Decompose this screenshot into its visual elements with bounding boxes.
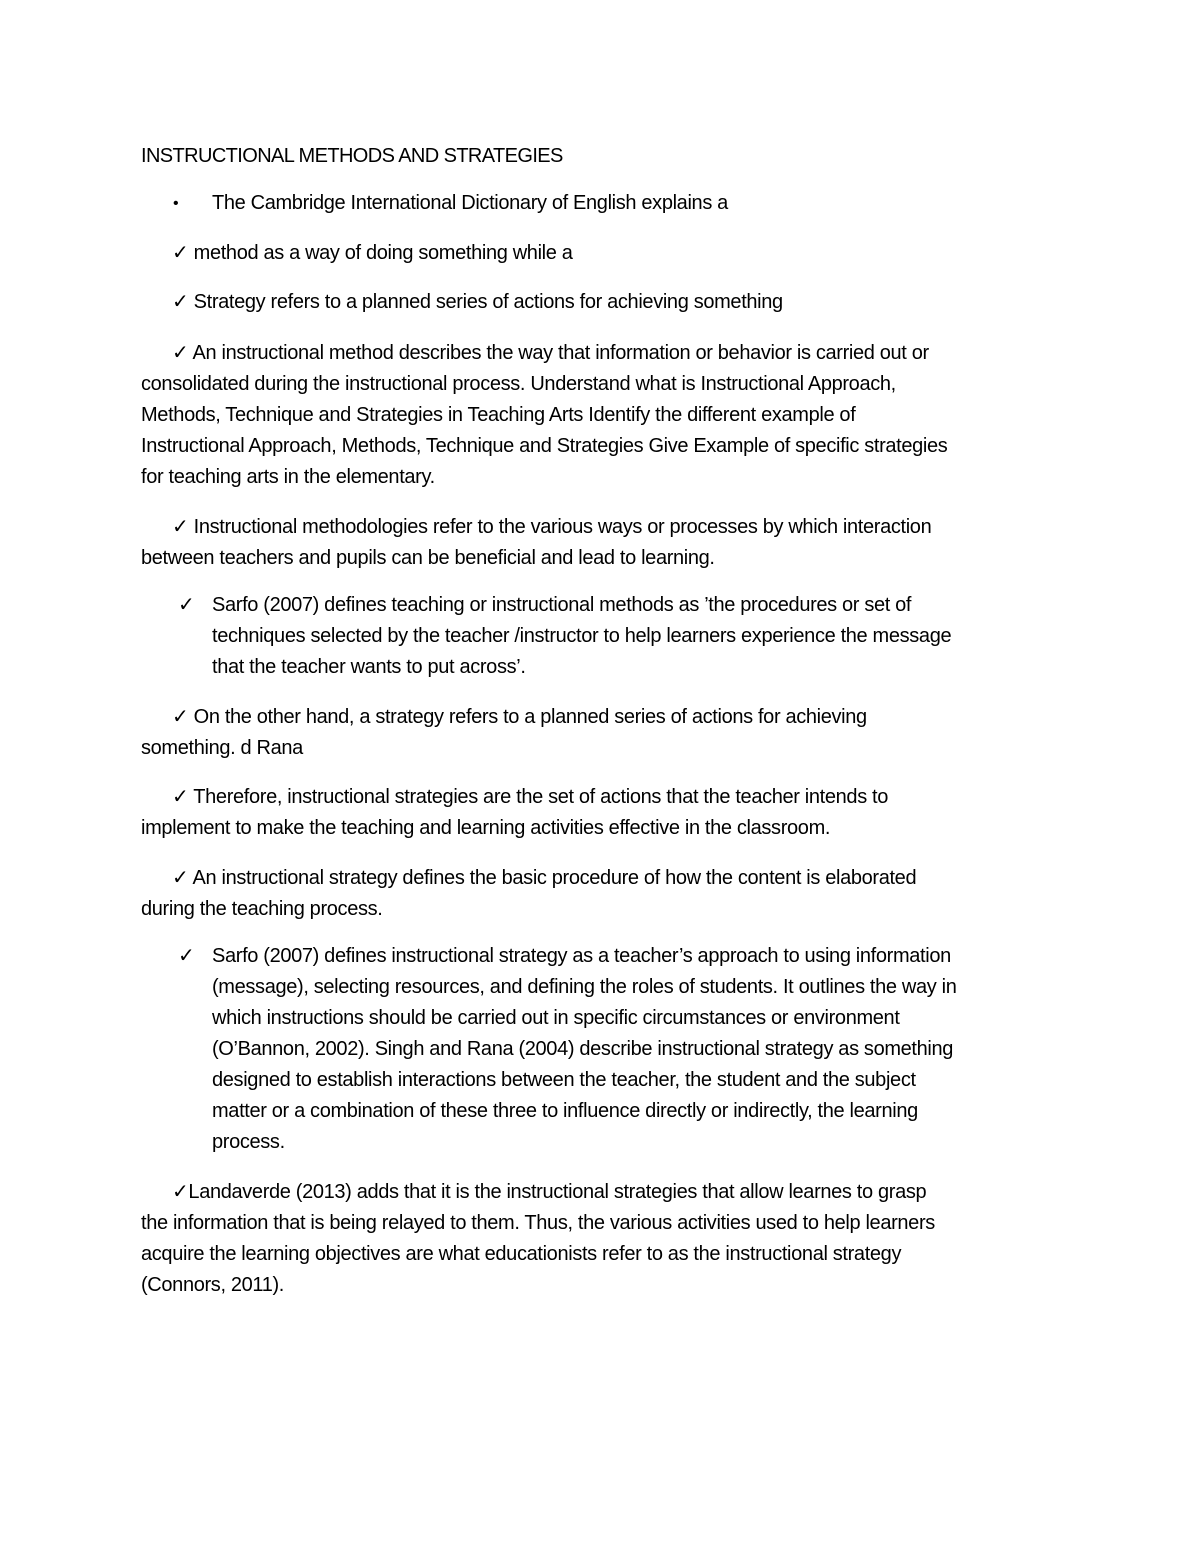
paragraph-text: An instructional strategy defines the basic procedure of how the content is elaborated — [192, 867, 917, 889]
paragraph-line — [172, 702, 867, 733]
paragraph-line: the information that is being relayed to them. Thus, the various activities used to help learners — [141, 1212, 935, 1234]
check-item-method — [172, 238, 573, 269]
check-icon: ✓ — [172, 786, 189, 808]
paragraph-line — [172, 782, 888, 813]
paragraph-line — [172, 1177, 926, 1208]
list-item-line: techniques selected by the teacher /instructor to help learners experience the message — [212, 625, 952, 647]
paragraph-line — [172, 338, 929, 369]
paragraph-text: Therefore, instructional strategies are the set of actions that the teacher intends to — [193, 786, 889, 808]
paragraph-text: An instructional method describes the way that information or behavior is carried out or — [192, 342, 929, 364]
page-title: INSTRUCTIONAL METHODS AND STRATEGIES — [141, 145, 563, 167]
list-item-line: Sarfo (2007) defines instructional strategy as a teacher’s approach to using information — [212, 945, 951, 967]
paragraph-line: consolidated during the instructional process. Understand what is Instructional Approach, — [141, 373, 896, 395]
paragraph-line: implement to make the teaching and learning activities effective in the classroom. — [141, 817, 831, 839]
paragraph-line — [172, 863, 916, 894]
check-icon: ✓ — [172, 867, 189, 889]
list-item-line: that the teacher wants to put across’. — [212, 656, 526, 678]
list-item-line: process. — [212, 1131, 285, 1153]
paragraph-line: acquire the learning objectives are what educationists refer to as the instructional strategy — [141, 1243, 902, 1265]
list-item-line: (message), selecting resources, and defining the roles of students. It outlines the way in — [212, 976, 957, 998]
check-icon: ✓ — [172, 291, 189, 313]
list-item-line: designed to establish interactions between the teacher, the student and the subject — [212, 1069, 916, 1091]
light-check-icon: ✓ — [178, 945, 195, 967]
paragraph-text: On the other hand, a strategy refers to a planned series of actions for achieving — [193, 706, 867, 728]
check-item-strategy — [172, 287, 783, 318]
check-icon: ✓ — [172, 242, 189, 264]
list-item-line: Sarfo (2007) defines teaching or instructional methods as ’the procedures or set of — [212, 594, 912, 616]
paragraph-line: something. d Rana — [141, 737, 303, 759]
light-check-icon: ✓ — [178, 594, 195, 616]
paragraph-line: Methods, Technique and Strategies in Teaching Arts Identify the different example of — [141, 404, 856, 426]
check-item-text: method as a way of doing something while a — [193, 242, 573, 264]
bullet-icon: • — [173, 195, 179, 212]
paragraph-line: between teachers and pupils can be beneficial and lead to learning. — [141, 547, 715, 569]
paragraph-text: Instructional methodologies refer to the various ways or processes by which interaction — [193, 516, 932, 538]
paragraph-line: during the teaching process. — [141, 898, 383, 920]
paragraph-line: (Connors, 2011). — [141, 1274, 284, 1296]
bullet-item-text: The Cambridge International Dictionary of English explains a — [212, 192, 728, 214]
list-item-line: matter or a combination of these three to influence directly or indirectly, the learning — [212, 1100, 918, 1122]
paragraph-line: for teaching arts in the elementary. — [141, 466, 435, 488]
paragraph-text: Landaverde (2013) adds that it is the instructional strategies that allow learnes to grasp — [188, 1181, 927, 1203]
check-icon: ✓ — [172, 516, 189, 538]
list-item-line: which instructions should be carried out in specific circumstances or environment — [212, 1007, 900, 1029]
check-item-text: Strategy refers to a planned series of actions for achieving something — [193, 291, 783, 313]
list-item-line: (O’Bannon, 2002). Singh and Rana (2004) describe instructional strategy as something — [212, 1038, 954, 1060]
check-icon: ✓ — [172, 1181, 189, 1203]
check-icon: ✓ — [172, 706, 189, 728]
paragraph-line: Instructional Approach, Methods, Technique and Strategies Give Example of specific strategies — [141, 435, 948, 457]
paragraph-line — [172, 512, 931, 543]
check-icon: ✓ — [172, 342, 189, 364]
